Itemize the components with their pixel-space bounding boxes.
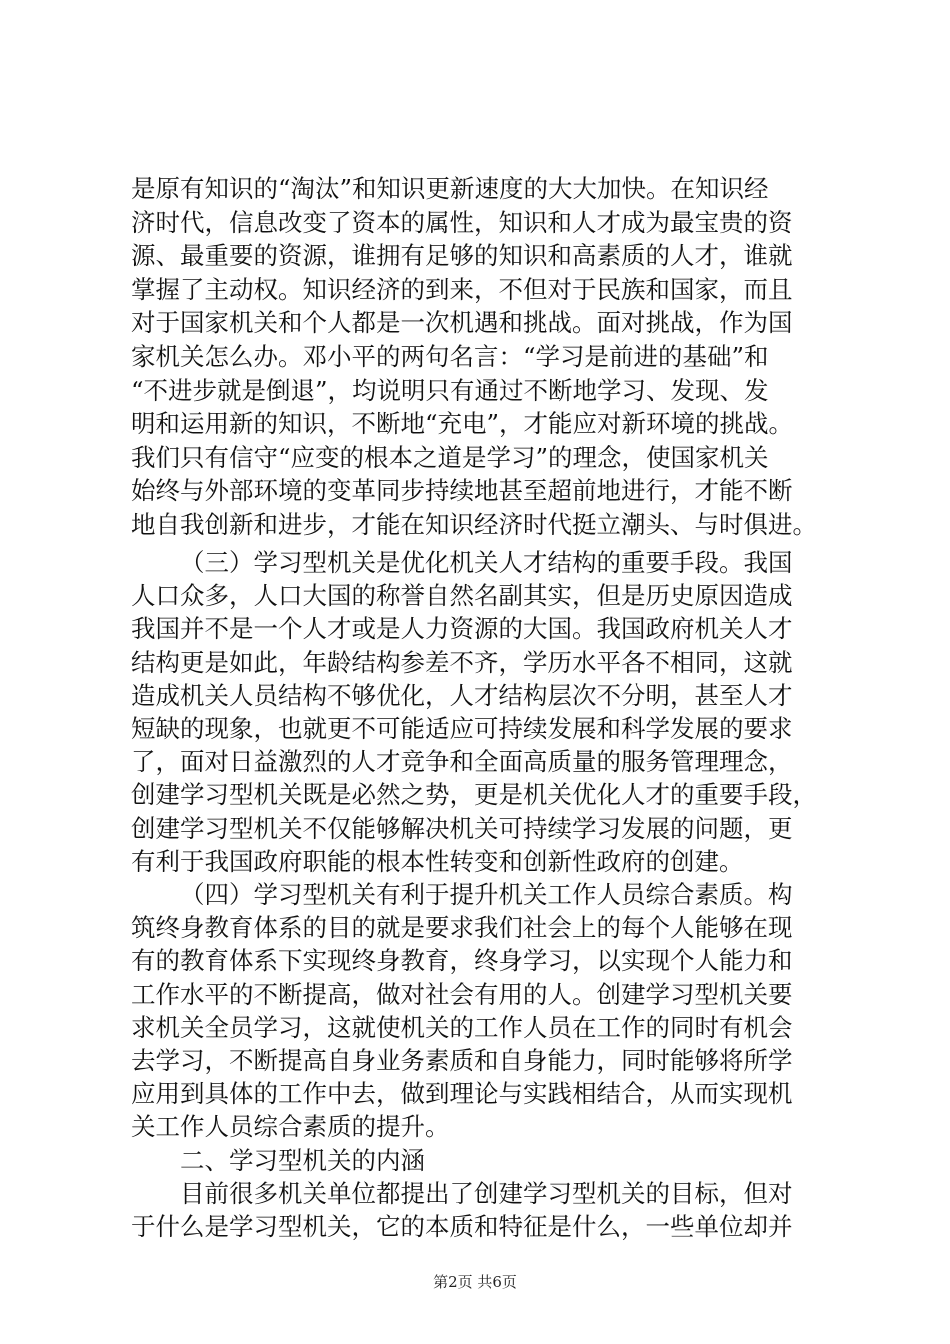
text-line: 始终与外部环境的变革同步持续地甚至超前地进行，才能不断 [131, 476, 793, 505]
text-line: 济时代，信息改变了资本的属性，知识和人才成为最宝贵的资 [131, 208, 793, 237]
text-line: 结构更是如此，年龄结构参差不齐，学历水平各不相同，这就 [131, 648, 793, 677]
text-line: 源、最重要的资源，谁拥有足够的知识和高素质的人才，谁就 [131, 241, 793, 270]
text-line: 工作水平的不断提高，做对社会有用的人。创建学习型机关要 [131, 980, 793, 1009]
text-line: 人口众多，人口大国的称誉自然名副其实，但是历史原因造成 [131, 581, 793, 610]
text-line: 求机关全员学习，这就使机关的工作人员在工作的同时有机会 [131, 1013, 793, 1042]
page-footer: 第2页 共6页 [433, 1273, 517, 1291]
text-line: 应用到具体的工作中去，做到理论与实践相结合，从而实现机 [131, 1079, 793, 1108]
text-line: 创建学习型机关既是必然之势，更是机关优化人才的重要手段， [131, 780, 817, 809]
text-line: 短缺的现象，也就更不可能适应可持续发展和科学发展的要求 [131, 714, 793, 743]
text-line: 是原有知识的“淘汰”和知识更新速度的大大加快。在知识经 [131, 174, 769, 203]
text-line: （四）学习型机关有利于提升机关工作人员综合素质。构 [180, 880, 793, 909]
text-line: 造成机关人员结构不够优化，人才结构层次不分明，甚至人才 [131, 681, 793, 710]
text-line: 我国并不是一个人才或是人力资源的大国。我国政府机关人才 [131, 614, 793, 643]
text-line: 我们只有信守“应变的根本之道是学习”的理念，使国家机关 [131, 443, 769, 472]
text-line: 地自我创新和进步，才能在知识经济时代挺立潮头、与时俱进。 [131, 510, 817, 539]
text-line: 筑终身教育体系的目的就是要求我们社会上的每个人能够在现 [131, 913, 793, 942]
text-line: 创建学习型机关不仅能够解决机关可持续学习发展的问题，更 [131, 814, 793, 843]
text-line: 家机关怎么办。邓小平的两句名言：“学习是前进的基础”和 [131, 342, 769, 371]
text-line: 对于国家机关和个人都是一次机遇和挑战。面对挑战，作为国 [131, 308, 793, 337]
text-line: “不进步就是倒退”，均说明只有通过不断地学习、发现、发 [131, 376, 769, 405]
text-line: 去学习，不断提高自身业务素质和自身能力，同时能够将所学 [131, 1046, 793, 1075]
text-line: 明和运用新的知识，不断地“充电”，才能应对新环境的挑战。 [131, 409, 794, 438]
text-line: 目前很多机关单位都提出了创建学习型机关的目标，但对 [180, 1179, 793, 1208]
section-heading: 二、学习型机关的内涵 [180, 1146, 425, 1175]
text-line: 有的教育体系下实现终身教育，终身学习，以实现个人能力和 [131, 946, 793, 975]
text-line: 于什么是学习型机关，它的本质和特征是什么，一些单位却并 [131, 1212, 793, 1241]
text-line: 关工作人员综合素质的提升。 [131, 1112, 450, 1141]
text-line: 了，面对日益激烈的人才竞争和全面高质量的服务管理理念， [131, 747, 793, 776]
text-line: 掌握了主动权。知识经济的到来，不但对于民族和国家，而且 [131, 275, 793, 304]
text-line: 有利于我国政府职能的根本性转变和创新性政府的创建。 [131, 847, 744, 876]
text-line: （三）学习型机关是优化机关人才结构的重要手段。我国 [180, 548, 793, 577]
